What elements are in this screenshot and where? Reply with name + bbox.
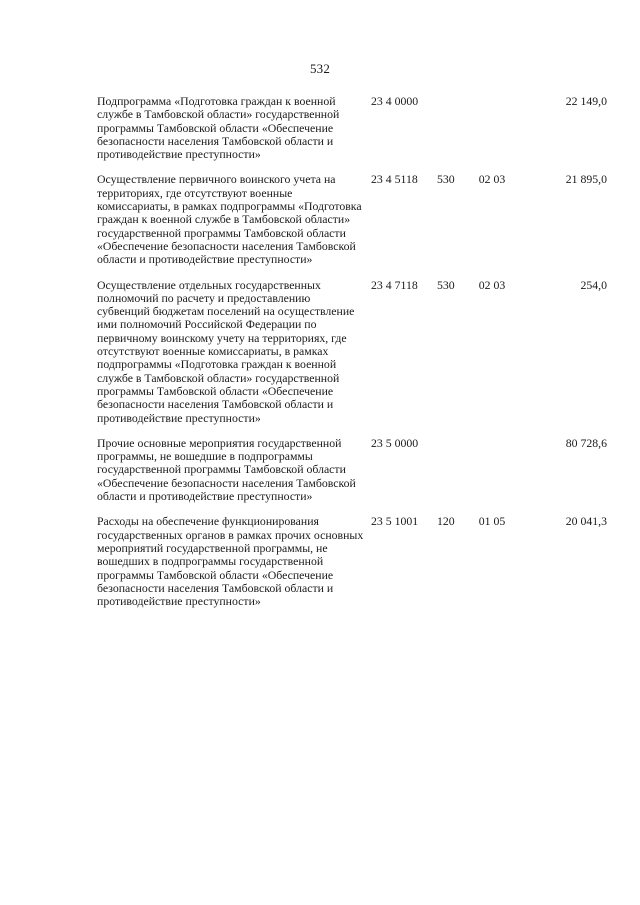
row-sum: 21 895,0 xyxy=(565,172,607,187)
row-vr xyxy=(437,437,467,515)
row-name: Прочие основные мероприятия государственной программы, не вошедшие в подпрограммы государственной программы Тамбовской области «Обеспечение безопасности населения Тамбовской области и противодействие преступности» xyxy=(97,435,356,504)
row-vr: 530 xyxy=(437,172,455,187)
row-razdel xyxy=(467,437,517,515)
row-vr: 120 xyxy=(437,514,455,529)
table-row xyxy=(97,437,607,515)
row-name-cell xyxy=(97,437,365,515)
row-name: Расходы на обеспечение функционирования государственных органов в рамках прочих основных мероприятий государственной программы, не вошедших в подпрограммы государственной программы Тамбовской области «Обеспечение безопасности населения Тамбовской области и противодействие преступности» xyxy=(97,514,364,609)
row-vr: 530 xyxy=(437,277,455,292)
row-name: Подпрограмма «Подготовка граждан к военной службе в Тамбовской области» государственной программы Тамбовской области «Обеспечение безопасности населения Тамбовской области и противодействие преступности» xyxy=(97,94,340,162)
row-name-cell xyxy=(97,279,365,437)
budget-table xyxy=(97,95,607,620)
table-row xyxy=(97,95,607,173)
table-row xyxy=(97,173,607,278)
row-name: Осуществление отдельных государственных полномочий по расчету и предоставлению субвенций бюджетам поселений на осуществление ими полномочий Российской Федерации по первичному воинскому учету на территориях, где отсутствуют военные комиссариаты, в рамках подпрограммы «Подготовка граждан к военной службе в Тамбовской области» государственной программы Тамбовской области «Обеспечение безопасности населения Тамбовской области и противодействие преступности» xyxy=(97,277,355,425)
row-razdel: 02 03 xyxy=(478,172,506,187)
table-row xyxy=(97,515,607,620)
row-sum: 22 149,0 xyxy=(565,94,607,108)
table-row xyxy=(97,279,607,437)
row-name-cell xyxy=(97,173,365,278)
page-number: 532 xyxy=(309,61,331,76)
row-razdel xyxy=(467,95,517,173)
row-sum: 20 041,3 xyxy=(565,514,607,529)
row-sum: 254,0 xyxy=(580,277,607,292)
row-sum: 80 728,6 xyxy=(565,435,607,450)
row-csr: 23 5 1001 xyxy=(371,514,419,529)
row-csr: 23 4 7118 xyxy=(371,277,418,292)
row-csr: 23 4 5118 xyxy=(371,172,418,187)
row-razdel: 01 05 xyxy=(478,514,506,529)
row-name: Осуществление первичного воинского учета на территориях, где отсутствуют военные комиссариаты, в рамках подпрограммы «Подготовка граждан к военной службе в Тамбовской области» государственной программы Тамбовской области «Обеспечение безопасности населения Тамбовской области и противодействие преступности» xyxy=(97,172,362,267)
row-csr: 23 5 0000 xyxy=(371,435,419,450)
row-name-cell xyxy=(97,515,365,620)
row-csr: 23 4 0000 xyxy=(371,94,419,108)
row-vr xyxy=(437,95,467,173)
row-razdel: 02 03 xyxy=(478,277,506,292)
row-name-cell xyxy=(97,95,365,173)
